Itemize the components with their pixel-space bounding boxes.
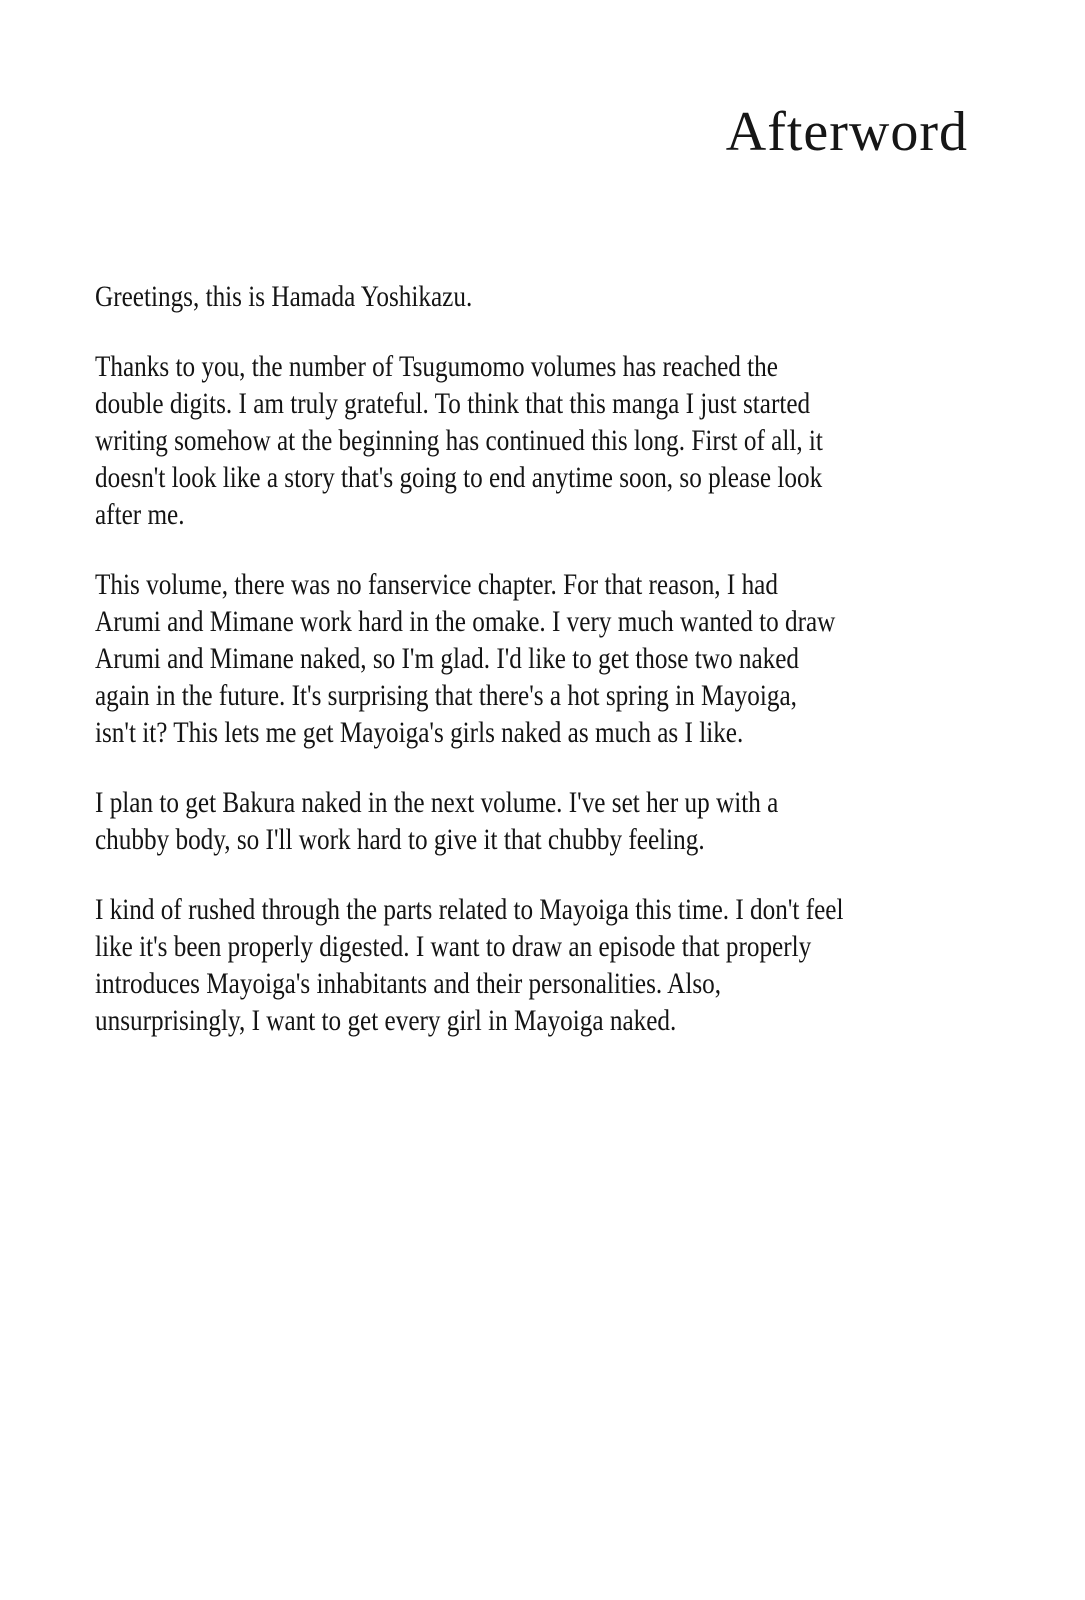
paragraph: [95, 348, 1085, 533]
text-line: introduces Mayoiga's inhabitants and their personalities. Also,: [95, 967, 722, 1000]
text-line: I plan to get Bakura naked in the next volume. I've set her up with a: [95, 786, 779, 819]
paragraph: [95, 784, 1085, 858]
text-line: chubby body, so I'll work hard to give it that chubby feeling.: [95, 823, 705, 856]
text-line: Thanks to you, the number of Tsugumomo volumes has reached the: [95, 350, 778, 383]
text-line: I kind of rushed through the parts related to Mayoiga this time. I don't feel: [95, 893, 844, 926]
text-line: double digits. I am truly grateful. To think that this manga I just started: [95, 387, 811, 420]
text-line: This volume, there was no fanservice chapter. For that reason, I had: [95, 568, 778, 601]
text-line: Arumi and Mimane naked, so I'm glad. I'd like to get those two naked: [95, 642, 800, 675]
paragraph: [95, 278, 1085, 315]
text-line: isn't it? This lets me get Mayoiga's girls naked as much as I like.: [95, 716, 744, 749]
text-line: Greetings, this is Hamada Yoshikazu.: [95, 280, 473, 313]
text-line: doesn't look like a story that's going to end anytime soon, so please look: [95, 461, 823, 494]
text-line: after me.: [95, 498, 185, 531]
paragraph: [95, 566, 1085, 751]
text-line: like it's been properly digested. I want to draw an episode that properly: [95, 930, 812, 963]
cherry-petal-gray: [916, 1068, 961, 1107]
cherry-petal-gray: [818, 1079, 858, 1127]
text-line: writing somehow at the beginning has continued this long. First of all, it: [95, 424, 823, 457]
page-title: Afterword: [725, 101, 968, 163]
paragraph: [95, 891, 1085, 1039]
text-line: again in the future. It's surprising that there's a hot spring in Mayoiga,: [95, 679, 797, 712]
text-line: Arumi and Mimane work hard in the omake. I very much wanted to draw: [95, 605, 836, 638]
text-line: unsurprisingly, I want to get every girl in Mayoiga naked.: [95, 1004, 677, 1037]
afterword-text: [95, 278, 1085, 1072]
